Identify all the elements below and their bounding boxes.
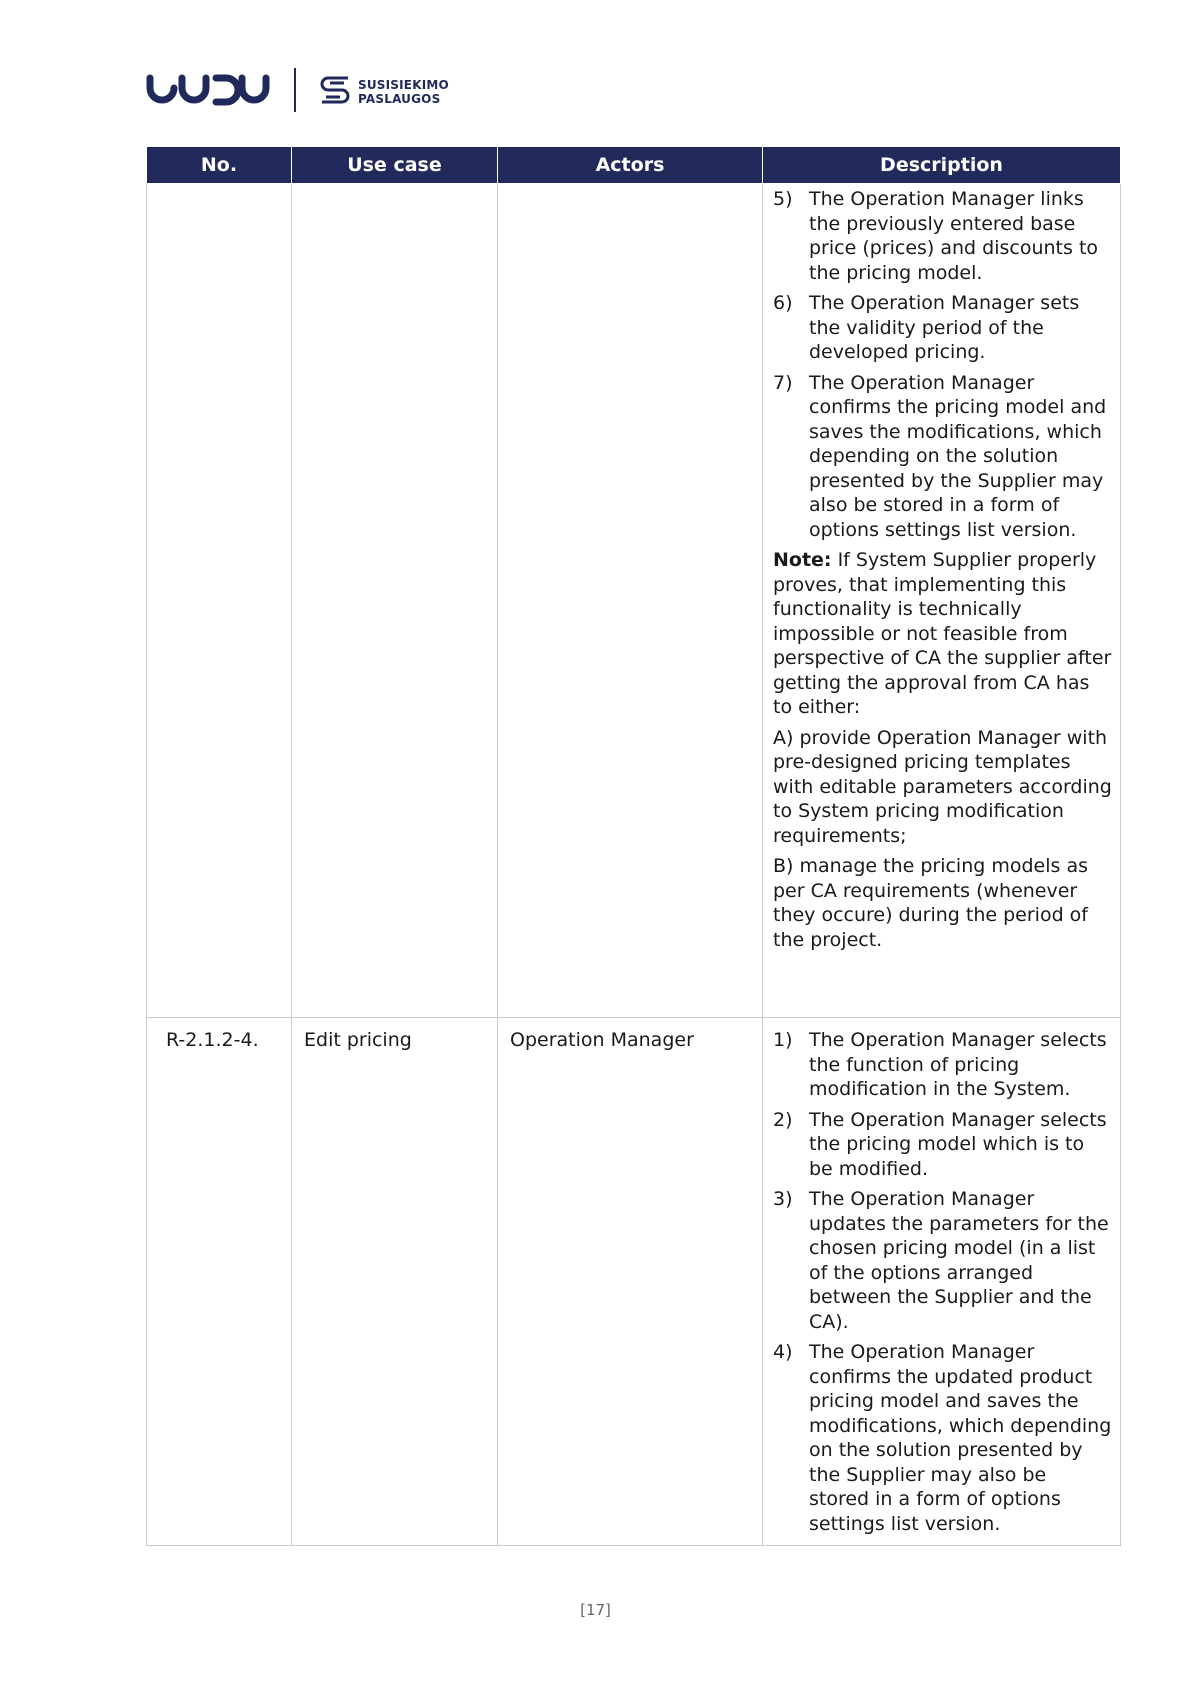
note-text: If System Supplier properly proves, that implementing this functionality is technically impossible or not feasible from perspective of CA the supplier after getting the approval from CA has to either: [773, 549, 1112, 718]
option-a: A) provide Operation Manager with pre-designed pricing templates with editable parameters according to System pricing modification requirements; [773, 726, 1112, 847]
description-step: 6) The Operation Manager sets the validity period of the developed pricing. [773, 292, 1080, 363]
table-header-row [147, 147, 1121, 184]
note-label: Note: [773, 549, 832, 571]
cell-actors: Operation Manager [498, 1018, 763, 1546]
description-step: 3) The Operation Manager updates the parameters for the chosen pricing model (in a list of the options arranged between the Supplier and the CA). [773, 1188, 1109, 1333]
description-step: 4) The Operation Manager confirms the updated product pricing model and saves the modifications, which depending on the solution presented by the Supplier may also be stored in a form of options settings list version. [773, 1341, 1112, 1535]
cell-actors-empty [498, 184, 763, 1018]
column-header-no: No. [147, 147, 292, 184]
table-row [147, 1018, 1121, 1546]
cell-description [763, 184, 1121, 1018]
description-step: 5) The Operation Manager links the previously entered base price (prices) and discounts to the pricing model. [773, 188, 1099, 284]
logo-text-line2: PASLAUGOS [358, 92, 441, 106]
description-step: 2) The Operation Manager selects the pricing model which is to be modified. [773, 1108, 1107, 1180]
page-number: [17] [580, 1601, 611, 1619]
note-paragraph [773, 548, 1112, 720]
column-header-description: Description [763, 147, 1121, 184]
table-row-continued [147, 184, 1121, 1018]
document-header [146, 68, 526, 114]
cell-no: R-2.1.2-4. [147, 1018, 292, 1546]
cell-use-case-empty [292, 184, 498, 1018]
cell-no-empty [147, 184, 292, 1018]
description-step: 1) The Operation Manager selects the function of pricing modification in the System. [773, 1029, 1107, 1100]
logo-separator [294, 68, 296, 112]
use-case-table [146, 146, 1121, 1546]
description-step: 7) The Operation Manager confirms the pricing model and saves the modifications, which depending on the solution presented by the Supplier may also be stored in a form of options settings list version. [773, 371, 1107, 541]
susisiekimo-paslaugos-logo-icon [318, 74, 352, 104]
logo-text-line1: SUSISIEKIMO [358, 78, 449, 92]
option-b: B) manage the pricing models as per CA requirements (whenever they occure) during the period of the project. [773, 855, 1088, 951]
cell-description [763, 1018, 1121, 1546]
column-header-use-case: Use case [292, 147, 498, 184]
cell-use-case: Edit pricing [292, 1018, 498, 1546]
logo-text [358, 78, 449, 106]
judu-logo [146, 72, 270, 108]
column-header-actors: Actors [498, 147, 763, 184]
